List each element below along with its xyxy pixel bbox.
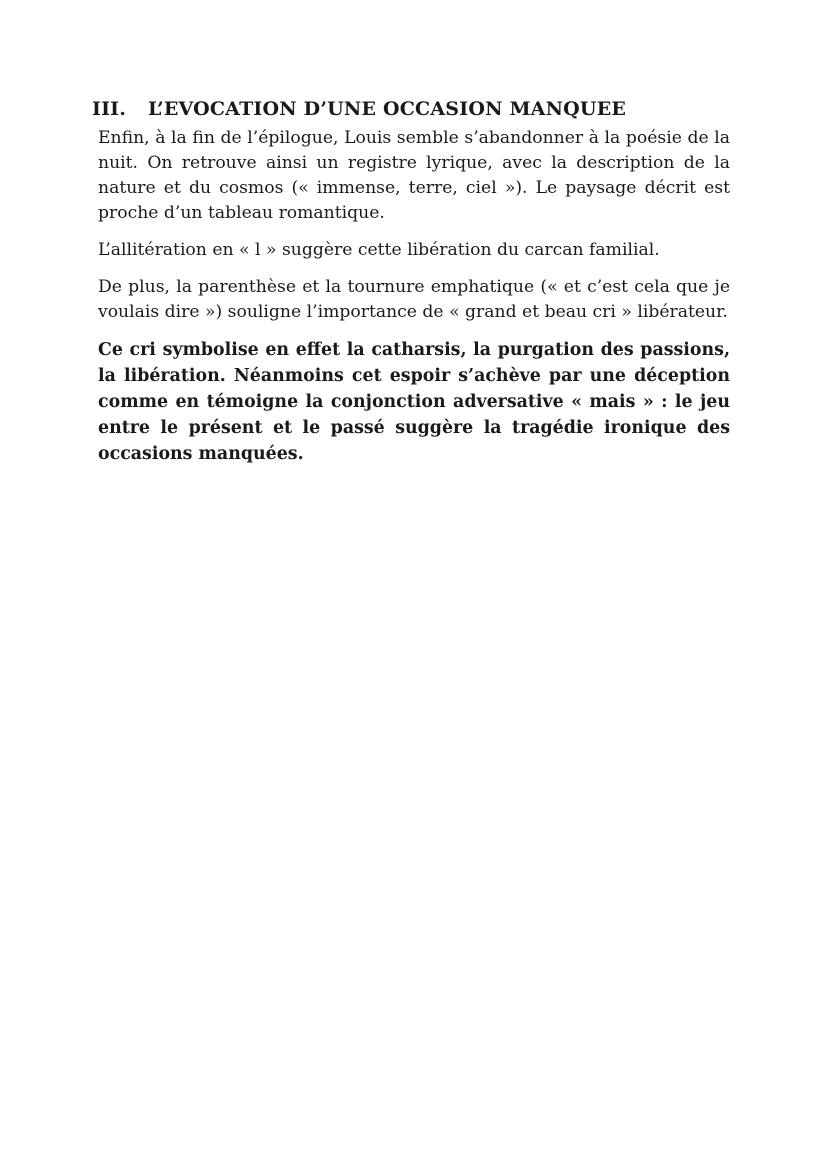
- section-heading: [92, 96, 730, 122]
- paragraph-intro: Enfin, à la fin de l’épilogue, Louis semble s’abandonner à la poésie de la nuit. On retrouve ainsi un registre lyrique, avec la description de la nature et du cosmos (« immense, terre, ciel »). Le paysage décrit est proche d’un tableau romantique.: [98, 128, 730, 223]
- paragraph-alliteration: L’allitération en « l » suggère cette libération du carcan familial.: [98, 240, 660, 260]
- section-number: III.: [92, 98, 127, 120]
- document-body: [92, 96, 730, 479]
- paragraph-conclusion: Ce cri symbolise en effet la catharsis, la purgation des passions, la libération. Néanmoins cet espoir s’achève par une déception comme en témoigne la conjonction adversative « mais » : le jeu entre le présent et le passé suggère la tragédie ironique des occasions manquées.: [98, 340, 730, 464]
- paragraph-emphasis: De plus, la parenthèse et la tournure emphatique (« et c’est cela que je voulais dire ») souligne l’importance de « grand et beau cri » libérateur.: [98, 277, 730, 322]
- section-title: L’EVOCATION D’UNE OCCASION MANQUEE: [148, 98, 627, 120]
